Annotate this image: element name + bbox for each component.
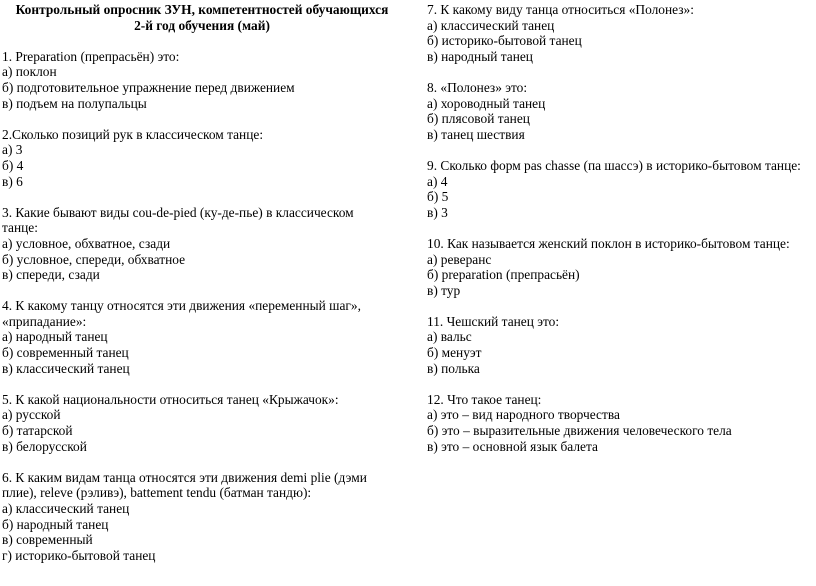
question-12 — [427, 392, 812, 454]
answer-option: б) татарской — [2, 423, 73, 439]
answer-option: а) 4 — [427, 173, 448, 189]
answer-option: б) историко-бытовой танец — [427, 33, 582, 49]
answer-option: б) подготовительное упражнение перед движением — [2, 79, 295, 95]
answer-option: б) современный танец — [2, 345, 129, 361]
question-9 — [427, 158, 812, 220]
question-1 — [2, 49, 402, 111]
answer-option: в) полька — [427, 360, 480, 376]
answer-option: а) поклон — [2, 64, 57, 80]
question-5 — [2, 392, 402, 454]
answer-option: в) 3 — [427, 204, 448, 220]
answer-option: в) танец шествия — [427, 126, 525, 142]
question-4 — [2, 298, 402, 376]
answer-option: б) 5 — [427, 189, 449, 205]
answer-option: б) условное, спереди, обхватное — [2, 251, 186, 267]
answer-option: в) классический танец — [2, 360, 130, 376]
answer-option: а) вальс — [427, 329, 472, 345]
answer-option: в) 6 — [2, 173, 23, 189]
answer-option: а) классический танец — [427, 17, 555, 33]
question-3 — [2, 205, 402, 283]
question-text: 2.Сколько позиций рук в классическом танце: — [2, 126, 264, 142]
answer-option: в) белорусской — [2, 438, 87, 454]
question-text: 10. Как называется женский поклон в историко-бытовом танце: — [427, 235, 790, 251]
answer-option: а) это – вид народного творчества — [427, 407, 620, 423]
question-11 — [427, 314, 812, 376]
title-line-2: 2-й год обучения (май) — [134, 17, 270, 33]
question-text: 7. К какому виду танца относиться «Полонез»: — [427, 2, 694, 17]
answer-option: б) плясовой танец — [427, 111, 530, 127]
answer-option: а) реверанс — [427, 251, 492, 267]
answer-option: б) менуэт — [427, 345, 482, 361]
left-column — [2, 0, 402, 563]
answer-option: а) классический танец — [2, 501, 130, 516]
answer-option: в) подъем на полупальцы — [2, 95, 147, 111]
answer-option: а) условное, обхватное, сзади — [2, 235, 171, 251]
answer-option: а) русской — [2, 407, 61, 423]
answer-option: а) народный танец — [2, 329, 108, 345]
answer-option: г) историко-бытовой танец — [2, 547, 156, 563]
question-7 — [427, 2, 812, 64]
question-text: 1. Preparation (препрасьён) это: — [2, 48, 180, 64]
right-column — [427, 0, 812, 454]
question-text: 6. К каким видам танца относятся эти движения demi plie (дэми плие), releve (рэливэ), battement tendu (батман тандю): — [2, 469, 367, 501]
question-8 — [427, 80, 812, 142]
question-text: 5. К какой национальности относиться танец «Крыжачок»: — [2, 391, 339, 407]
question-text: 12. Что такое танец: — [427, 391, 542, 407]
question-6 — [2, 470, 402, 564]
question-text: 11. Чешский танец это: — [427, 313, 560, 329]
answer-option: а) хороводный танец — [427, 95, 546, 111]
page-title — [2, 2, 402, 33]
answer-option: в) спереди, сзади — [2, 267, 100, 283]
title-line-1: Контрольный опросник ЗУН, компетентностей обучающихся — [15, 2, 389, 17]
question-2 — [2, 127, 402, 189]
answer-option: а) 3 — [2, 142, 23, 158]
answer-option: в) тур — [427, 282, 461, 298]
answer-option: в) народный танец — [427, 48, 533, 64]
question-10 — [427, 236, 812, 298]
answer-option: б) народный танец — [2, 516, 109, 532]
question-text: 3. Какие бывают виды cou-de-pied (ку-де-пье) в классическом танце: — [2, 204, 354, 236]
question-text: 4. К какому танцу относятся эти движения «переменный шаг», «припадание»: — [2, 298, 361, 329]
question-text: 9. Сколько форм pas chasse (па шассэ) в историко-бытовом танце: — [427, 157, 801, 173]
answer-option: б) это – выразительные движения человеческого тела — [427, 423, 732, 439]
question-text: 8. «Полонез» это: — [427, 79, 528, 95]
answer-option: в) современный — [2, 532, 93, 548]
answer-option: в) это – основной язык балета — [427, 438, 598, 454]
answer-option: б) 4 — [2, 157, 24, 173]
answer-option: б) preparation (препрасьён) — [427, 267, 580, 283]
